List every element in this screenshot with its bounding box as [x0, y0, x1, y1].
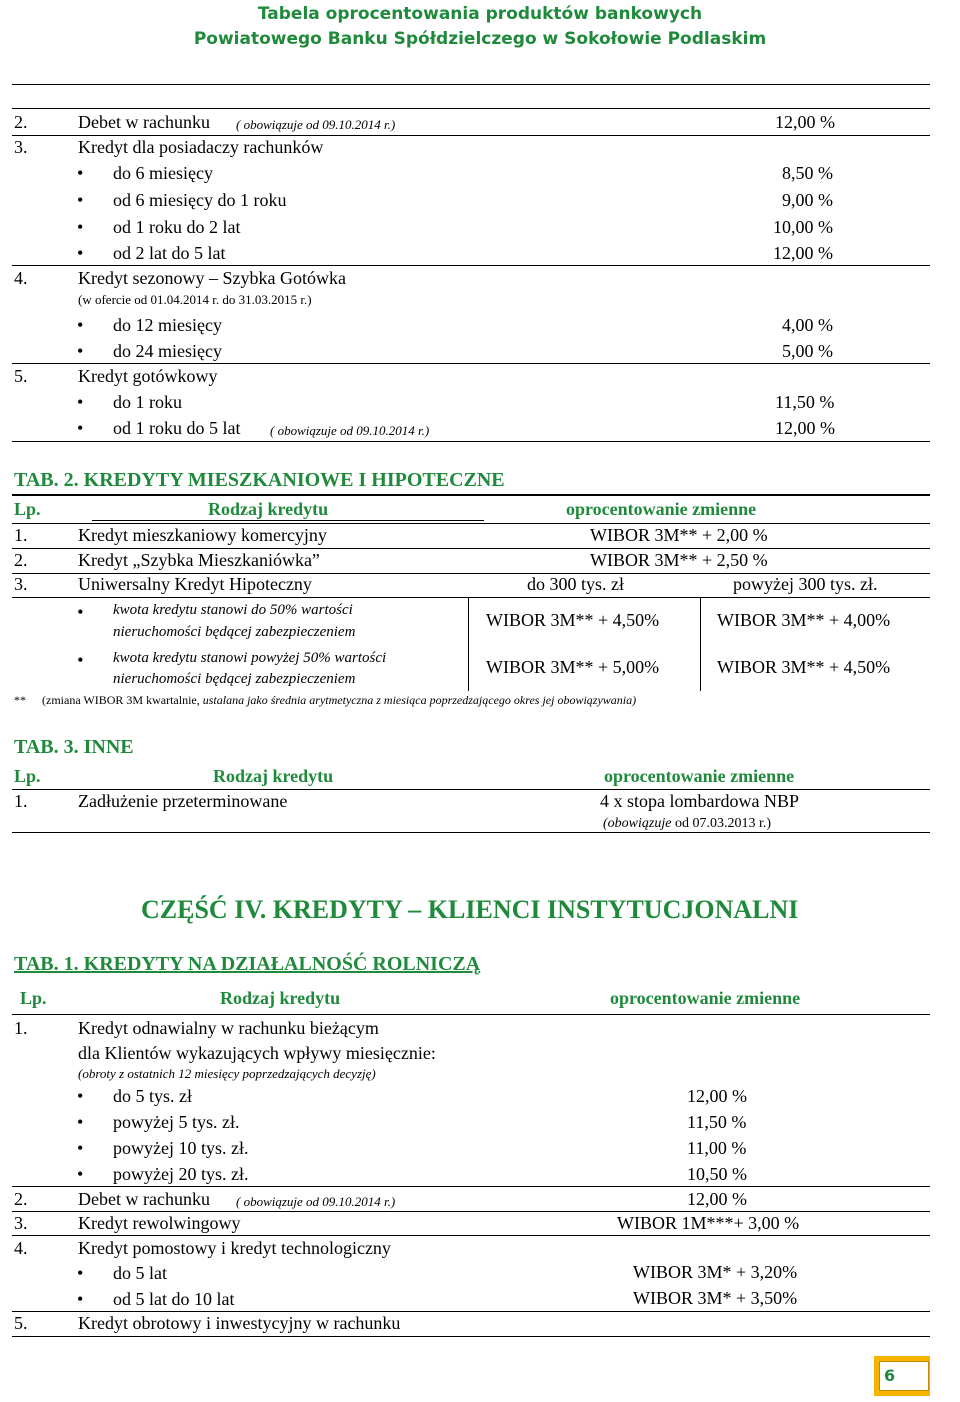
divider: [12, 265, 930, 266]
column-header-rate: oprocentowanie zmienne: [610, 988, 801, 1008]
column-header-lp: Lp.: [14, 766, 41, 786]
row-value: 12,00 %: [775, 112, 835, 132]
row-number: 3.: [14, 1213, 28, 1233]
list-item-value: 11,50 %: [775, 392, 835, 412]
row-label: Kredyt obrotowy i inwestycyjny w rachunku: [78, 1313, 401, 1333]
list-item: • powyżej 5 tys. zł.: [113, 1112, 239, 1133]
row-label: Debet w rachunku: [78, 1189, 210, 1209]
list-item: • do 6 miesięcy: [113, 163, 213, 184]
row-value: WIBOR 3M** + 2,50 %: [590, 550, 768, 570]
column-label: powyżej 300 tys. zł.: [733, 574, 878, 594]
list-item: • od 1 roku do 5 lat: [113, 418, 241, 439]
list-item-value: 11,00 %: [687, 1138, 747, 1158]
column-header-rate: oprocentowanie zmienne: [604, 766, 795, 786]
row-note: ( obowiązuje od 09.10.2014 r.): [236, 1194, 396, 1209]
divider: [12, 1235, 930, 1236]
list-item-value: 4,00 %: [782, 315, 833, 335]
row-number: 2.: [14, 112, 28, 132]
row-number: 4.: [14, 1238, 28, 1258]
list-item: • powyżej 20 tys. zł.: [113, 1164, 248, 1185]
row-note: ( obowiązuje od 09.10.2014 r.): [270, 423, 430, 438]
row-note: [78, 1066, 376, 1082]
row-label: Kredyt rewolwingowy: [78, 1213, 241, 1233]
page-number-badge: [874, 1356, 930, 1396]
row-label: Kredyt mieszkaniowy komercyjny: [78, 525, 327, 545]
column-header-name: Rodzaj kredytu: [208, 499, 329, 519]
rate-low: WIBOR 3M** + 4,50%: [486, 610, 660, 630]
column-header-lp: Lp.: [20, 988, 47, 1008]
list-item: • powyżej 10 tys. zł.: [113, 1138, 248, 1159]
row-number: 2.: [14, 550, 28, 570]
column-header-rate: oprocentowanie zmienne: [566, 499, 757, 519]
row-number: 1.: [14, 791, 28, 811]
list-item: • kwota kredytu stanowi powyżej 50% wartości: [113, 650, 386, 667]
footnote-text: (zmiana WIBOR 3M kwartalnie,: [42, 693, 203, 707]
list-item-line2: nieruchomości będącej zabezpieczeniem: [113, 624, 356, 640]
rate-low: WIBOR 3M** + 5,00%: [486, 657, 660, 677]
list-item-value: WIBOR 3M* + 3,20%: [633, 1262, 798, 1282]
row-note-italic: (obowiązuje: [603, 816, 672, 831]
row-label: Kredyt gotówkowy: [78, 366, 218, 386]
row-note: (w ofercie od 01.04.2014 r. do 31.03.2015 r.): [78, 292, 312, 307]
row-note-date: od 07.03.2013 r.): [671, 816, 772, 831]
row-note-text: (obroty z ostatnich 12 miesięcy poprzedzających decyzję): [78, 1066, 376, 1081]
row-label-line2: dla Klientów wykazujących wpływy miesięcznie:: [78, 1043, 436, 1063]
divider: [12, 84, 930, 85]
list-item-value: 10,50 %: [687, 1164, 747, 1184]
list-item: • do 5 tys. zł: [113, 1086, 192, 1107]
row-label: Kredyt pomostowy i kredyt technologiczny: [78, 1238, 391, 1258]
row-note: ( obowiązuje od 09.10.2014 r.): [236, 117, 396, 132]
list-item: • do 24 miesięcy: [113, 341, 222, 362]
list-item-value: 12,00 %: [687, 1086, 747, 1106]
divider: [12, 135, 930, 136]
column-header-name: Rodzaj kredytu: [213, 766, 334, 786]
list-item-value: 9,00 %: [782, 190, 833, 210]
divider: [12, 1014, 930, 1015]
divider: [12, 441, 930, 442]
rate-high: WIBOR 3M** + 4,00%: [717, 610, 891, 630]
row-number: 4.: [14, 268, 28, 288]
section-title: TAB. 1. KREDYTY NA DZIAŁALNOŚĆ ROLNICZĄ: [14, 953, 481, 975]
list-item: • do 5 lat: [113, 1263, 167, 1284]
row-value: 12,00 %: [687, 1189, 747, 1209]
column-label: do 300 tys. zł: [527, 574, 624, 594]
list-item: • od 2 lat do 5 lat: [113, 243, 225, 264]
divider: [12, 789, 930, 790]
list-item: • od 5 lat do 10 lat: [113, 1289, 234, 1310]
list-item-line2: nieruchomości będącej zabezpieczeniem: [113, 671, 356, 687]
page-number: 6: [879, 1361, 929, 1391]
footnote-text-italic: ustalana jako średnia arytmetyczna z miesiąca poprzedzającego okres jej obowiązywania): [202, 693, 637, 707]
divider: [12, 1336, 930, 1337]
footnote: [42, 693, 636, 708]
row-label: Zadłużenie przeterminowane: [78, 791, 288, 811]
list-item: • do 12 miesięcy: [113, 315, 222, 336]
row-number: 2.: [14, 1189, 28, 1209]
rate-high: WIBOR 3M** + 4,50%: [717, 657, 891, 677]
part-title: CZĘŚĆ IV. KREDYTY – KLIENCI INSTYTUCJONALNI: [141, 895, 799, 924]
list-item: • do 1 roku: [113, 392, 182, 413]
list-item: • od 1 roku do 2 lat: [113, 217, 241, 238]
divider: [12, 523, 930, 524]
divider: [12, 832, 930, 833]
row-number: 5.: [14, 366, 28, 386]
list-item-value: 11,50 %: [687, 1112, 747, 1132]
row-value: WIBOR 3M** + 2,00 %: [590, 525, 768, 545]
row-label: Debet w rachunku: [78, 112, 210, 132]
column-header-name: Rodzaj kredytu: [220, 988, 341, 1008]
header-title-line2: Powiatowego Banku Spółdzielczego w Sokołowie Podlaskim: [193, 29, 767, 49]
divider: [12, 1186, 930, 1187]
list-item-value: WIBOR 3M* + 3,50%: [633, 1288, 798, 1308]
row-value: WIBOR 1M***+ 3,00 %: [617, 1213, 800, 1233]
row-label: Kredyt odnawialny w rachunku bieżącym: [78, 1018, 379, 1038]
row-label: Kredyt dla posiadaczy rachunków: [78, 137, 324, 157]
divider: [12, 1311, 930, 1312]
divider: [12, 548, 930, 549]
section-title: TAB. 2. KREDYTY MIESZKANIOWE I HIPOTECZNE: [14, 469, 505, 491]
row-number: 3.: [14, 137, 28, 157]
list-item-value: 5,00 %: [782, 341, 833, 361]
divider: [12, 363, 930, 364]
row-label: Kredyt „Szybka Mieszkaniówka”: [78, 550, 320, 570]
row-number: 1.: [14, 1018, 28, 1038]
list-item-value: 10,00 %: [773, 217, 833, 237]
row-value: 4 x stopa lombardowa NBP: [600, 791, 799, 811]
row-label: Kredyt sezonowy – Szybka Gotówka: [78, 268, 346, 288]
list-item-value: 8,50 %: [782, 163, 833, 183]
divider: [12, 1211, 930, 1212]
footnote-mark: **: [14, 693, 26, 707]
divider: [12, 494, 930, 496]
list-item: • od 6 miesięcy do 1 roku: [113, 190, 286, 211]
row-label: Uniwersalny Kredyt Hipoteczny: [78, 574, 312, 594]
divider: [12, 597, 930, 598]
column-header-lp: Lp.: [14, 499, 41, 519]
list-item: • kwota kredytu stanowi do 50% wartości: [113, 602, 353, 619]
row-number: 5.: [14, 1313, 28, 1333]
header-title-line1: Tabela oprocentowania produktów bankowych: [257, 4, 703, 24]
row-number: 3.: [14, 574, 28, 594]
list-item-value: 12,00 %: [775, 418, 835, 438]
divider: [12, 108, 930, 109]
row-note: [603, 816, 771, 832]
row-number: 1.: [14, 525, 28, 545]
section-title: TAB. 3. INNE: [14, 736, 134, 758]
list-item-value: 12,00 %: [773, 243, 833, 263]
